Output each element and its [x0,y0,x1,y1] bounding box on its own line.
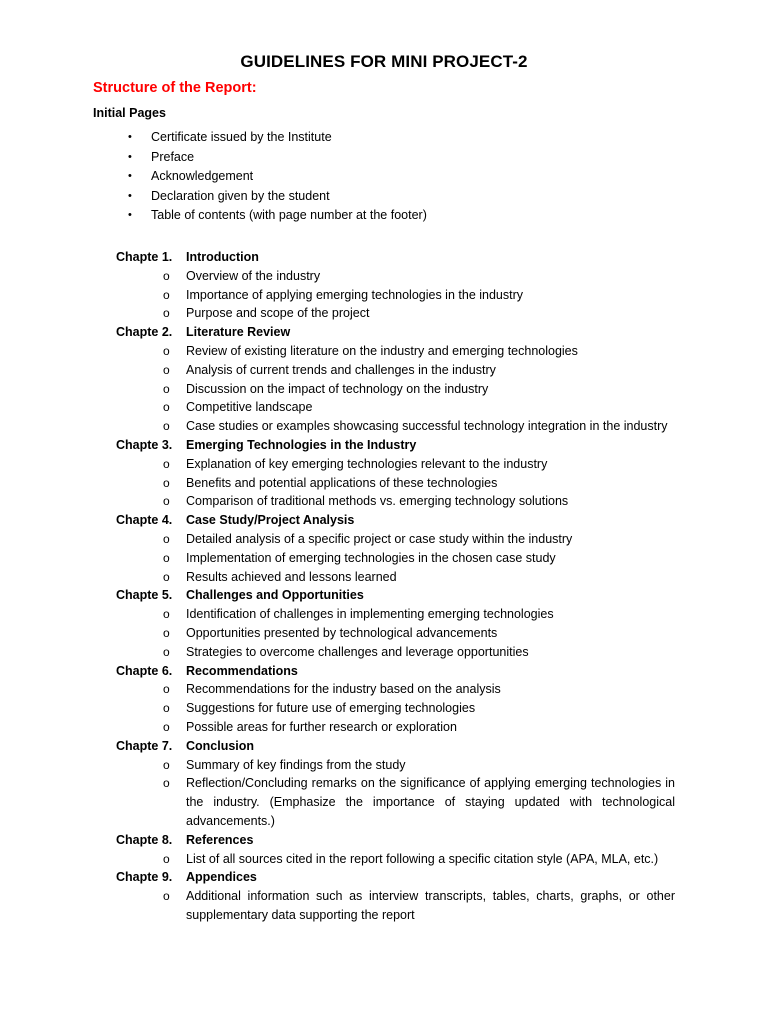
circle-bullet-icon: o [163,682,170,697]
chapter-6 [0,662,768,737]
chapter-heading [0,586,768,605]
list-item-text: Additional information such as interview transcripts, tables, charts, graphs, or other supplementary data supporting the report [186,889,675,922]
circle-bullet-icon: o [163,776,170,791]
list-item [0,286,768,305]
circle-bullet-icon: o [163,569,170,584]
list-item [0,148,768,168]
chapter-items [0,680,768,736]
chapter-title: Case Study/Project Analysis [186,513,355,528]
list-item [0,187,768,207]
chapter-5 [0,586,768,661]
list-item [0,398,768,417]
circle-bullet-icon: o [163,607,170,622]
chapter-title: Literature Review [186,325,291,340]
circle-bullet-icon: o [163,381,170,396]
initial-pages-heading: Initial Pages [93,106,166,120]
circle-bullet-icon: o [163,851,170,866]
list-item [0,774,768,830]
circle-bullet-icon: o [163,306,170,321]
chapters-list [0,248,768,925]
list-item-text: Declaration given by the student [151,188,330,203]
chapter-items [0,455,768,511]
chapter-number: Chapte 9. [116,870,173,885]
bullet-icon: • [128,150,132,163]
list-item-text: Preface [151,149,195,164]
circle-bullet-icon: o [163,494,170,509]
list-item-text: Reflection/Concluding remarks on the significance of applying emerging technologies in the industry. (Emphasize the importance of staying updated with technological advancements.) [186,776,675,828]
chapter-items [0,887,768,925]
chapter-items [0,605,768,661]
list-item [0,624,768,643]
chapter-title: Challenges and Opportunities [186,588,364,603]
chapter-items [0,850,768,869]
chapter-number: Chapte 5. [116,588,173,603]
list-item [0,206,768,226]
chapter-heading [0,831,768,850]
circle-bullet-icon: o [163,719,170,734]
list-item-text: Case studies or examples showcasing successful technology integration in the industry [186,419,668,434]
chapter-2 [0,323,768,436]
list-item-text: Analysis of current trends and challenges in the industry [186,362,496,377]
circle-bullet-icon: o [163,400,170,415]
circle-bullet-icon: o [163,889,170,904]
circle-bullet-icon: o [163,287,170,302]
list-item-text: List of all sources cited in the report following a specific citation style (APA, MLA, etc.) [186,851,659,866]
list-item [0,530,768,549]
list-item [0,304,768,323]
circle-bullet-icon: o [163,625,170,640]
chapter-heading [0,511,768,530]
list-item-text: Importance of applying emerging technologies in the industry [186,287,524,302]
chapter-heading [0,248,768,267]
chapter-number: Chapte 2. [116,325,173,340]
chapter-title: Emerging Technologies in the Industry [186,437,417,452]
list-item [0,850,768,869]
list-item-text: Opportunities presented by technological advancements [186,625,498,640]
list-item [0,128,768,148]
chapter-4 [0,511,768,586]
list-item [0,417,768,436]
chapter-title: Appendices [186,870,257,885]
chapter-9 [0,868,768,924]
circle-bullet-icon: o [163,475,170,490]
list-item-text: Recommendations for the industry based on the analysis [186,682,501,697]
list-item-text: Overview of the industry [186,268,321,283]
circle-bullet-icon: o [163,456,170,471]
circle-bullet-icon: o [163,550,170,565]
bullet-icon: • [128,131,132,143]
chapter-number: Chapte 3. [116,437,173,452]
chapter-heading [0,868,768,887]
list-item-text: Results achieved and lessons learned [186,569,397,584]
chapter-heading [0,323,768,342]
list-item [0,267,768,286]
chapter-items [0,756,768,831]
list-item [0,361,768,380]
chapter-items [0,530,768,586]
list-item-text: Certificate issued by the Institute [151,130,332,144]
list-item [0,492,768,511]
list-item [0,718,768,737]
chapter-number: Chapte 1. [116,250,173,264]
chapter-title: Introduction [186,250,259,264]
chapter-heading [0,436,768,455]
list-item [0,887,768,925]
chapter-number: Chapte 8. [116,832,173,847]
circle-bullet-icon: o [163,362,170,377]
list-item-text: Competitive landscape [186,400,313,415]
chapter-title: Conclusion [186,738,255,753]
list-item-text: Benefits and potential applications of these technologies [186,475,498,490]
chapter-heading [0,662,768,681]
initial-pages-list [0,128,768,226]
list-item [0,474,768,493]
list-item [0,167,768,187]
circle-bullet-icon: o [163,268,170,283]
circle-bullet-icon: o [163,419,170,434]
circle-bullet-icon: o [163,531,170,546]
list-item-text: Suggestions for future use of emerging technologies [186,701,476,716]
chapter-title: References [186,832,254,847]
chapter-number: Chapte 7. [116,738,173,753]
list-item-text: Identification of challenges in implementing emerging technologies [186,607,554,622]
circle-bullet-icon: o [163,757,170,772]
chapter-3 [0,436,768,511]
list-item [0,455,768,474]
bullet-icon: • [128,189,132,202]
circle-bullet-icon: o [163,701,170,716]
circle-bullet-icon: o [163,644,170,659]
bullet-icon: • [128,209,132,221]
list-item [0,342,768,361]
circle-bullet-icon: o [163,343,170,358]
chapter-number: Chapte 6. [116,663,173,678]
list-item-text: Discussion on the impact of technology on the industry [186,381,489,396]
list-item-text: Strategies to overcome challenges and leverage opportunities [186,644,529,659]
list-item [0,699,768,718]
chapter-items [0,342,768,436]
bullet-icon: • [128,170,132,182]
list-item-text: Summary of key findings from the study [186,757,406,772]
list-item-text: Detailed analysis of a specific project or case study within the industry [186,531,573,546]
chapter-heading [0,737,768,756]
list-item-text: Purpose and scope of the project [186,306,370,321]
list-item [0,643,768,662]
list-item-text: Possible areas for further research or exploration [186,719,457,734]
list-item-text: Implementation of emerging technologies in the chosen case study [186,550,556,565]
list-item [0,380,768,399]
document-title: GUIDELINES FOR MINI PROJECT-2 [240,52,528,71]
list-item [0,568,768,587]
chapter-7 [0,737,768,831]
list-item [0,680,768,699]
list-item-text: Acknowledgement [151,169,254,183]
list-item-text: Comparison of traditional methods vs. emerging technology solutions [186,494,569,509]
chapter-number: Chapte 4. [116,513,173,528]
chapter-items [0,267,768,323]
list-item-text: Review of existing literature on the industry and emerging technologies [186,343,578,358]
list-item-text: Explanation of key emerging technologies relevant to the industry [186,456,548,471]
list-item [0,756,768,775]
structure-heading: Structure of the Report: [93,80,257,96]
list-item-text: Table of contents (with page number at the footer) [151,208,427,222]
list-item [0,605,768,624]
chapter-1 [0,248,768,323]
chapter-title: Recommendations [186,663,298,678]
chapter-8 [0,831,768,869]
list-item [0,549,768,568]
